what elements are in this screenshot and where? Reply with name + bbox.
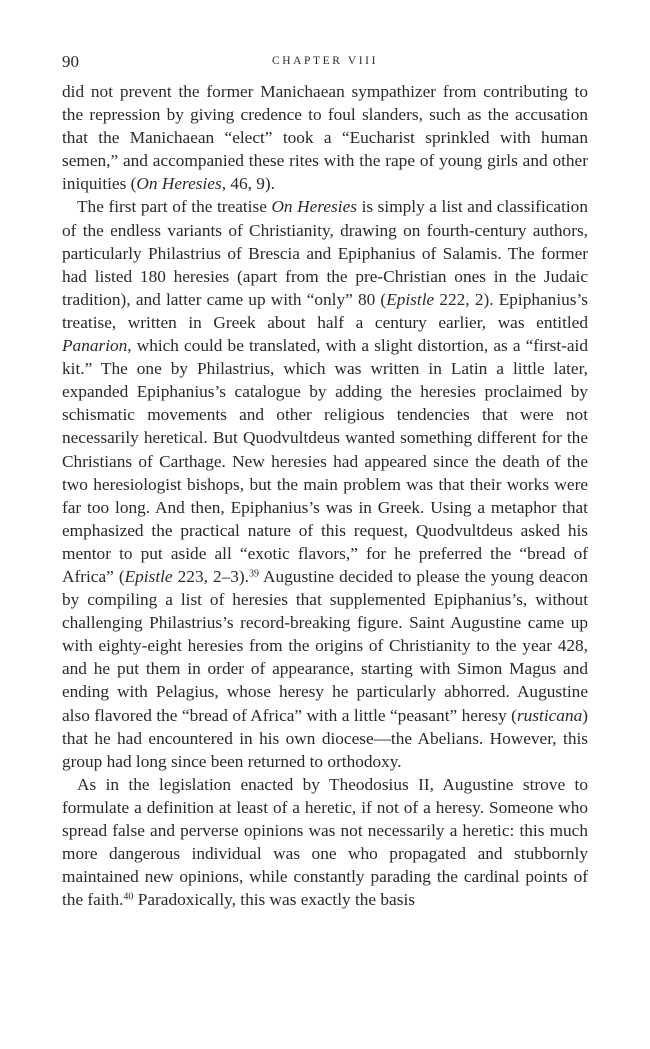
- page-number: 90: [62, 52, 79, 71]
- running-head: [62, 52, 588, 80]
- text-run: As in the legislation enacted by Theodosius II, Augustine strove to formulate a definition at least of a heretic, if not of a heresy. Someone who spread false and perverse opinions was not necessarily a heretic: this much more dangerous individual was one who propagated and stubbornly maintained new opinions, while constantly parading the cardinal points of the faith.: [62, 774, 588, 910]
- text-run: did not prevent the former Manichaean sympathizer from contributing to the repression by giving credence to foul slanders, such as the accusation that the Manichaean “elect” took a “Eucharist sprinkled with human semen,” and accompanied these rites with the rape of young girls and other iniquities (: [62, 82, 588, 194]
- book-page: [62, 52, 588, 911]
- italic-text: Panarion: [62, 336, 128, 356]
- text-run: 222, 2). Epiphanius’s treatise, written in Greek about half a century earlier, was entitled: [62, 289, 589, 332]
- body-text: [62, 80, 588, 911]
- text-run: , which could be translated, with a slight distortion, as a “first-aid kit.” The one by Philastrius, which was written in Latin a little later, expanded Epiphanius’s catalogue by adding the heresies proclaimed by schismatic movements and other religious tendencies that were not necessarily heretical. But Quodvultdeus wanted something different for the Christians of Carthage. New heresies had appeared since the death of the two heresiologist bishops, but the main problem was that their works were far too long. And then, Epiphanius’s was in Greek. Using a metaphor that emphasized the practical nature of this request, Quodvultdeus asked his mentor to put aside all “exotic flavors,” for he preferred the “bread of Africa” (: [62, 336, 588, 586]
- italic-text: Epistle: [386, 289, 435, 309]
- italic-text: Epistle: [124, 566, 173, 586]
- chapter-title: CHAPTER VIII: [271, 55, 379, 67]
- footnote-marker: 40: [123, 891, 134, 903]
- italic-text: On Heresies: [271, 197, 357, 217]
- text-run: is simply a list and classification of the endless variants of Christianity, drawing on fourth-century authors, particularly Philastrius of Brescia and Epiphanius of Salamis. The former had listed 180 heresies (apart from the pre-Christian ones in the Judaic tradition), and latter came up with “only” 80 (: [62, 197, 588, 309]
- italic-text: rusticana: [516, 705, 583, 725]
- text-run: 223, 2–3).: [172, 566, 249, 586]
- paragraph: [62, 195, 588, 772]
- text-run: Paradoxically, this was exactly the basis: [133, 890, 415, 910]
- text-run: Augustine decided to please the young deacon by compiling a list of heresies that supplemented Epiphanius’s, without challenging Philastrius’s record-breaking figure. Saint Augustine came up with eighty-eight heresies from the origins of Christianity to the year 428, and he put them in order of appearance, starting with Simon Magus and ending with Pelagius, whose heresy he particularly abhorred. Augustine also flavored the “bread of Africa” with a little “peasant” heresy (: [62, 566, 588, 725]
- italic-text: On Heresies: [136, 174, 222, 194]
- text-run: The first part of the treatise: [77, 197, 272, 217]
- footnote-marker: 39: [248, 568, 259, 580]
- paragraph: [62, 773, 588, 912]
- text-run: , 46, 9).: [221, 174, 275, 194]
- paragraph: [62, 80, 588, 195]
- text-run: ) that he had encountered in his own diocese—the Abelians. However, this group had long since been returned to orthodoxy.: [62, 705, 588, 771]
